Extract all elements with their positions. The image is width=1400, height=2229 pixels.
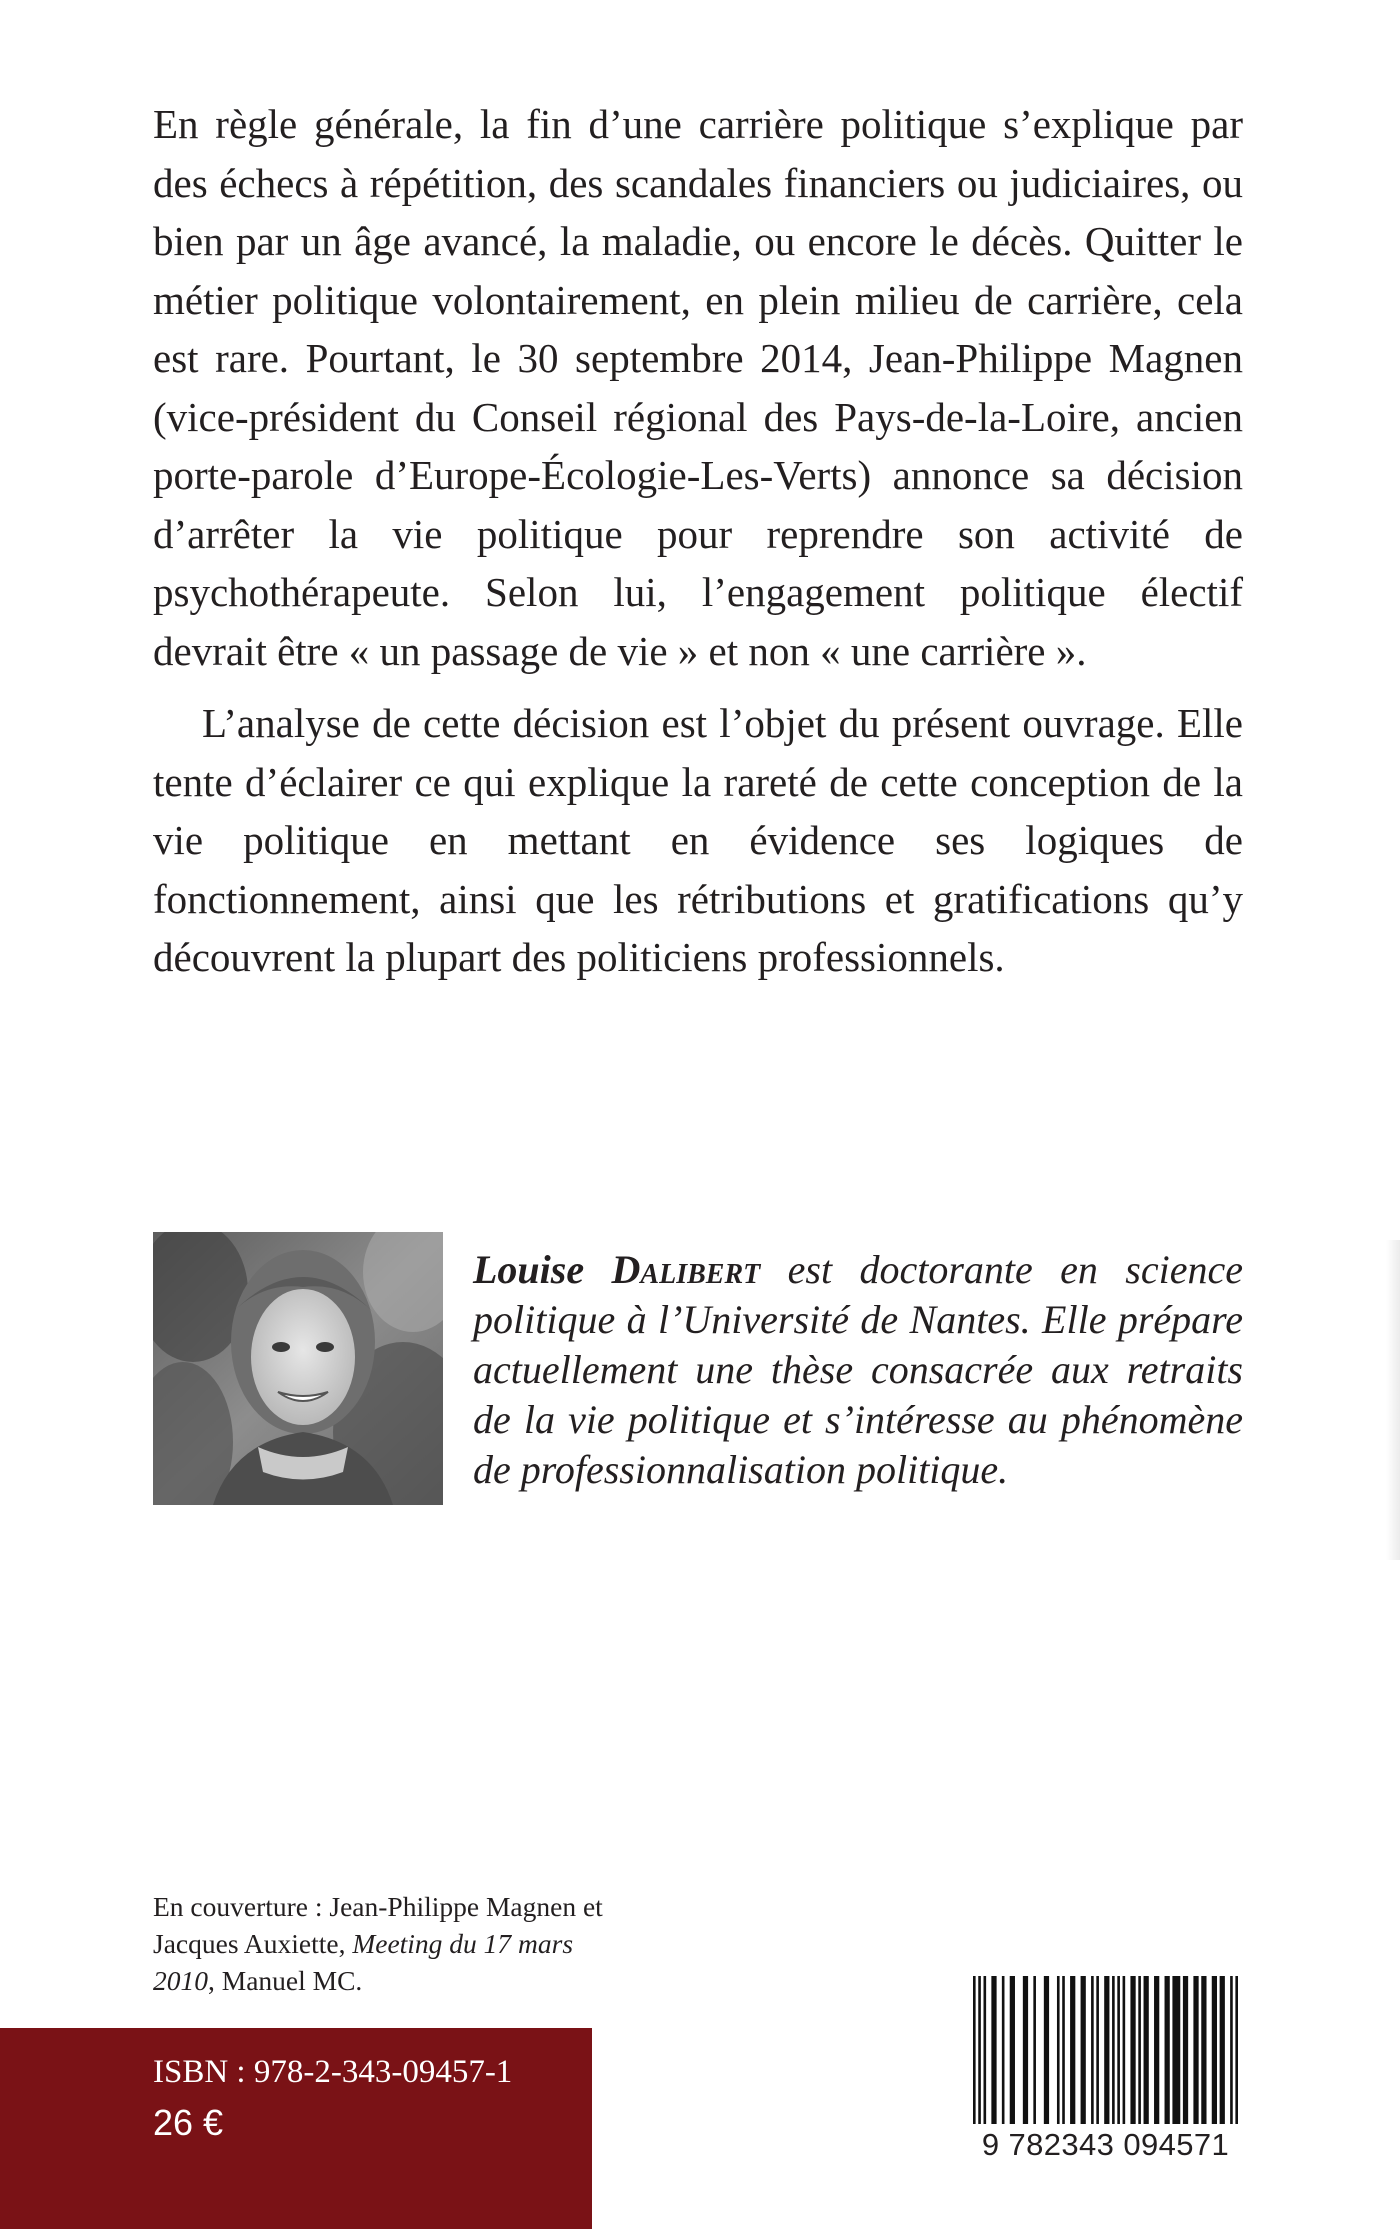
blurb-paragraph-2: L’analyse de cette décision est l’objet du présent ouvrage. Elle tente d’éclairer ce qui explique la rareté de cette conception de la vie politique en mettant en évidence ses logiques de fonctionnement, ainsi que les rétributions et gratifications qu’y découvrent la plupart des politiciens professionnels. [153, 700, 1243, 980]
barcode-bar [984, 1976, 987, 2126]
barcode-bar [1154, 1976, 1159, 2126]
barcode-bar [1144, 1976, 1149, 2126]
blurb-paragraph-1: En règle générale, la fin d’une carrière politique s’explique par des échecs à répétition, des scandales financiers ou judiciaires, ou bien par un âge avancé, la maladie, ou encore le décès. Quitter le métier politique volontairement, en plein milieu de carrière, cela est rare. Pourtant, le 30 septembre 2014, Jean-Philippe Magnen (vice-président du Conseil régional des Pays-de-la-Loire, ancien porte-parole d’Europe-Écologie-Les-Verts) annonce sa décision d’arrêter la vie politique pour reprendre son activité de psychothérapeute. Selon lui, l’engagement politique électif devrait être « un passage de vie » et non « une carrière ». [153, 101, 1243, 674]
barcode-bar [1212, 1976, 1217, 2126]
barcode-bar [1123, 1976, 1126, 2126]
barcode-bar [1112, 1976, 1115, 2126]
barcode-bar [1057, 1976, 1060, 2126]
barcode-bar [1193, 1976, 1198, 2126]
author-bio [473, 1245, 1243, 1495]
barcode-bar [1070, 1976, 1075, 2126]
barcode-bar [1165, 1976, 1170, 2126]
barcode-bar [1023, 1976, 1028, 2126]
barcode-bar [1201, 1976, 1206, 2126]
barcode-bar [1130, 1976, 1135, 2126]
blurb-text [153, 95, 1243, 987]
credits-work-title: Meeting du 17 mars 2010 [153, 1928, 574, 1996]
barcode-bar [991, 1976, 996, 2126]
author-first-name: Louise [473, 1247, 585, 1292]
author-last-name: Dalibert [611, 1247, 761, 1292]
page-edge-shadow [1386, 1240, 1400, 1560]
barcode-bar [1044, 1976, 1049, 2126]
price-label: 26 € [153, 2102, 224, 2143]
barcode-bar [1081, 1976, 1086, 2126]
barcode-digits: 9 782343 094571 [969, 2124, 1242, 2166]
barcode-bar [1138, 1976, 1141, 2126]
barcode-bar [1183, 1976, 1188, 2126]
barcode-bar [1002, 1976, 1005, 2126]
author-name [473, 1247, 760, 1292]
barcode-bar [1010, 1976, 1015, 2126]
barcode-bar [1096, 1976, 1099, 2126]
isbn-label: ISBN : 978-2-343-09457-1 [153, 2054, 513, 2090]
barcode-bar [1062, 1976, 1065, 2126]
cover-credits [153, 1888, 613, 1999]
barcode-bar [1230, 1976, 1233, 2126]
credits-prefix: En couverture : Jean-Philippe Magnen et Jacques Auxiette, [153, 1891, 603, 1959]
barcode-bar [1117, 1976, 1120, 2126]
barcode-bar [1220, 1976, 1225, 2126]
credits-suffix: , Manuel MC. [208, 1965, 363, 1996]
author-bio-text: est doctorante en science politique à l’Université de Nantes. Elle prépare actuellement une thèse consacrée aux retraits de la vie politique et s’intéresse au phénomène de professionnalisation politique. [473, 1247, 1244, 1492]
barcode-bar [1091, 1976, 1094, 2126]
barcode-bar [1172, 1976, 1180, 2126]
barcode-bar [1033, 1976, 1036, 2126]
author-photo [153, 1232, 443, 1505]
barcode-bar [1104, 1976, 1109, 2126]
barcode-bar [973, 1976, 976, 2126]
barcode-bar [978, 1976, 981, 2126]
barcode-bar [1235, 1976, 1238, 2126]
